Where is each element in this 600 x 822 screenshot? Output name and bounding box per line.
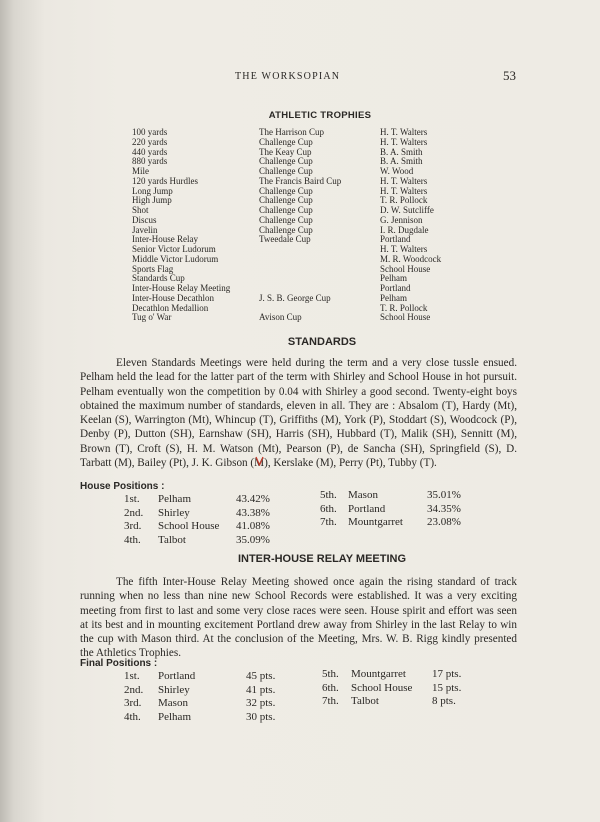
standards-title: STANDARDS [287, 336, 357, 348]
position-row [322, 668, 502, 682]
trophy-event: Long Jump [132, 185, 173, 196]
house-positions-left [124, 493, 304, 548]
house-positions-right [320, 489, 500, 530]
trophy-winner: B. A. Smith [380, 146, 423, 157]
position-score: 8 pts. [432, 695, 456, 708]
trophy-winner: H. T. Walters [380, 127, 428, 137]
trophy-event: 120 yards Hurdles [132, 175, 198, 186]
red-ink-mark [255, 456, 264, 466]
trophies-title: ATHLETIC TROPHIES [268, 110, 372, 121]
position-score: 34.35% [427, 502, 461, 515]
trophy-event: 440 yards [132, 146, 168, 157]
trophy-name: Challenge Cup [259, 214, 313, 225]
trophy-event: Middle Victor Ludorum [132, 253, 219, 264]
position-row [322, 695, 502, 709]
trophy-winner: G. Jennison [380, 214, 423, 225]
position-house: School House [158, 520, 220, 533]
trophy-winner: Portland [380, 283, 411, 293]
position-row [124, 493, 304, 507]
position-row [124, 684, 324, 698]
position-place: 5th. [320, 489, 337, 501]
standards-paragraph: Eleven Standards Meetings were held during the term and a very close tussle ensued. Pelham held the lead for the latter part of the term with Shirley and School House in hot pursuit. Pelham eventually won the competition by 0.04 with Shirley a good second. Twenty-eight boys obtained the maximum number of standards, eleven in all. They are : Absalom (T), Hardy (Mt), Keelan (S), Warrington (Mt), Whincup (T), Griffiths (M), York (P), Stoddart (S), Woodcock (P), Denby (P), Dutton (SH), Earnshaw (SH), Harris (SH), Hubbard (T), Malik (SH), Sennitt (M), Brown (T), Croft (S), H. M. Watson (Mt), Pearson (P), de Sancha (SH), Springfield (S), D. Tarbatt (M), Bailey (Pt), J. K. Gibson (M), Kerslake (M), Perry (Pt), Tubby (T). [80, 357, 517, 470]
position-score: 45 pts. [246, 670, 276, 682]
position-row [320, 516, 500, 530]
position-house: Talbot [351, 695, 379, 708]
trophy-event: Discus [132, 214, 157, 225]
trophy-winner: D. W. Sutcliffe [380, 205, 434, 215]
trophy-name: Challenge Cup [259, 156, 313, 167]
trophy-winner: Portland [380, 234, 411, 245]
relay-title: INTER-HOUSE RELAY MEETING [237, 553, 407, 565]
position-row [124, 507, 304, 521]
trophy-winner: B. A. Smith [380, 156, 423, 167]
trophy-winner: H. T. Walters [380, 175, 428, 186]
position-house: Mason [158, 697, 188, 710]
trophy-winner: School House [380, 263, 431, 274]
trophy-winner: H. T. Walters [380, 136, 428, 147]
trophy-name: Challenge Cup [259, 166, 313, 176]
trophy-row [132, 313, 472, 323]
trophy-name: The Keay Cup [259, 146, 312, 157]
trophy-name: Avison Cup [259, 312, 302, 323]
trophy-name: The Francis Baird Cup [259, 175, 342, 186]
position-score: 35.09% [236, 534, 270, 547]
position-row [124, 670, 324, 684]
trophy-name: The Harrison Cup [259, 127, 324, 137]
trophy-event: 220 yards [132, 136, 168, 147]
position-row [320, 503, 500, 517]
trophy-event: High Jump [132, 195, 172, 206]
trophy-name: J. S. B. George Cup [259, 292, 331, 303]
position-score: 32 pts. [246, 697, 276, 710]
position-score: 43.38% [236, 506, 270, 519]
position-score: 23.08% [427, 516, 461, 529]
page-number: 53 [503, 68, 516, 83]
position-place: 3rd. [124, 697, 142, 710]
position-house: Pelham [158, 711, 191, 724]
trophy-event: Decathlon Medallion [132, 302, 209, 313]
final-positions-right [322, 668, 502, 709]
trophies-table [132, 128, 472, 323]
position-house: Portland [348, 502, 386, 515]
trophy-name: Challenge Cup [259, 185, 313, 196]
position-place: 4th. [124, 534, 141, 547]
final-positions-left [124, 670, 324, 725]
relay-paragraph: The fifth Inter-House Relay Meeting showed once again the rising standard of track running when no less than nine new School Records were established. It was a very exciting meeting from first to last and some very close races were seen. House spirit and effort was seen at its best and in mounting excitement Portland drew away from Shirley in the last Relay to win the cup with Mason third. At the conclusion of the Meeting, Mrs. W. B. Rigg kindly presented the Athletics Trophies. [80, 576, 517, 660]
position-place: 5th. [322, 668, 339, 680]
position-place: 6th. [320, 502, 337, 515]
position-place: 7th. [322, 695, 339, 708]
position-house: Shirley [158, 683, 190, 696]
position-score: 41 pts. [246, 683, 276, 696]
final-positions-heading: Final Positions : [80, 658, 158, 669]
position-score: 35.01% [427, 489, 461, 501]
position-house: Talbot [158, 534, 186, 547]
trophy-event: Senior Victor Ludorum [132, 244, 216, 254]
position-row [320, 489, 500, 503]
position-place: 3rd. [124, 520, 142, 533]
trophy-winner: T. R. Pollock [380, 195, 428, 206]
position-house: Mountgarret [351, 668, 406, 680]
trophy-winner: H. T. Walters [380, 185, 428, 196]
trophy-name: Challenge Cup [259, 136, 313, 147]
running-title: THE WORKSOPIAN [235, 71, 341, 82]
trophy-name: Challenge Cup [259, 205, 313, 215]
position-place: 2nd. [124, 506, 144, 519]
position-row [124, 711, 324, 725]
trophy-winner: Pelham [380, 292, 407, 303]
trophy-winner: Pelham [380, 273, 407, 284]
position-house: Shirley [158, 506, 190, 519]
position-house: Pelham [158, 493, 191, 505]
trophy-name: Challenge Cup [259, 224, 313, 235]
position-score: 30 pts. [246, 711, 276, 724]
position-row [124, 534, 304, 548]
position-score: 41.08% [236, 520, 270, 533]
trophy-event: 880 yards [132, 156, 168, 167]
position-house: Portland [158, 670, 196, 682]
position-row [322, 682, 502, 696]
position-score: 43.42% [236, 493, 270, 505]
position-place: 7th. [320, 516, 337, 529]
position-score: 17 pts. [432, 668, 462, 680]
trophy-winner: School House [380, 312, 431, 323]
trophy-event: Mile [132, 166, 149, 176]
trophy-name: Challenge Cup [259, 195, 313, 206]
position-row [124, 520, 304, 534]
trophy-event: Javelin [132, 224, 158, 235]
position-place: 1st. [124, 670, 140, 682]
position-house: Mountgarret [348, 516, 403, 529]
trophy-winner: I. R. Dugdale [380, 224, 429, 235]
trophy-event: Inter-House Decathlon [132, 292, 215, 303]
trophy-event: Sports Flag [132, 263, 174, 274]
position-row [124, 697, 324, 711]
position-place: 4th. [124, 711, 141, 724]
trophy-event: Inter-House Relay [132, 234, 199, 245]
trophy-name: Tweedale Cup [259, 234, 311, 245]
position-score: 15 pts. [432, 681, 462, 694]
trophy-event: Shot [132, 205, 149, 215]
position-place: 2nd. [124, 683, 144, 696]
position-place: 1st. [124, 493, 140, 505]
trophy-winner: W. Wood [380, 166, 414, 176]
position-place: 6th. [322, 681, 339, 694]
trophy-event: Inter-House Relay Meeting [132, 283, 231, 293]
trophy-event: Tug o' War [132, 312, 172, 323]
trophy-winner: M. R. Woodcock [380, 253, 442, 264]
position-house: Mason [348, 489, 378, 501]
trophy-event: Standards Cup [132, 273, 185, 284]
position-house: School House [351, 681, 413, 694]
house-positions-heading: House Positions : [80, 481, 165, 492]
trophy-event: 100 yards [132, 127, 168, 137]
trophy-winner: T. R. Pollock [380, 302, 428, 313]
trophy-winner: H. T. Walters [380, 244, 428, 254]
